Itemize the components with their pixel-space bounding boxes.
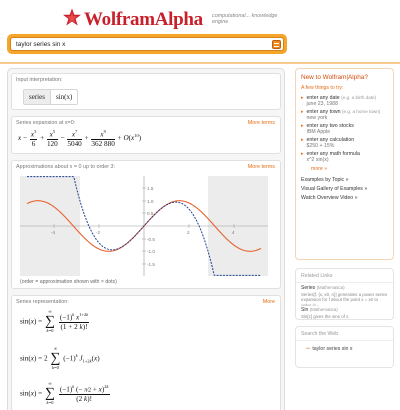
series-representation-3: sin(x) = ∞ ∑ k=0 $\frac{(-1)^k (- \pi⁄2 + x)^{2k}}{(2 k)!}$ [20, 381, 109, 405]
arrow-bullet-icon: ▸ [301, 151, 304, 157]
related-link-item[interactable]: Sin (Mathematica) Sin[z] gives the sine of z. [301, 307, 350, 319]
search-arrow-icon: ⇨ [306, 346, 311, 352]
interpretation-term: sin(x) [55, 93, 73, 101]
pod-title: Series representation: [16, 299, 69, 305]
series-representation-2: sin(x) = 2 ∞ ∑ k=0 $(-1)^k$ $J_{1+2k}(x)$ [20, 346, 100, 370]
web-search-link[interactable]: ⇨ taylor series sin x [306, 346, 353, 352]
arrow-bullet-icon: ▸ [301, 123, 304, 129]
interpretation-box [23, 89, 78, 105]
more-terms-link[interactable]: More terms [247, 164, 275, 170]
pod-title: Approximations about x = 0 up to order 3: [16, 164, 116, 170]
tip-item[interactable]: ▸ enter any math formula x^2 sin(x) [301, 151, 360, 163]
search-the-web-box [295, 326, 394, 368]
y-tick-label: -0.5 [147, 237, 155, 242]
plot-caption: (order = approximation shown with × dots) [20, 279, 117, 285]
x-tick-label: -2 [96, 230, 101, 235]
interpretation-term: series [24, 90, 51, 104]
related-links-heading: Related Links [296, 269, 393, 283]
visual-gallery-link[interactable]: Visual Gallery of Examples » [301, 186, 368, 192]
pod-title: Input interpretation: [16, 77, 63, 83]
tip-item[interactable]: ▸ enter any town (e.g. a home town) new york [301, 109, 381, 121]
series-expansion-formula: x − $\frac{x^3}{6}$ + $\frac{x^5}{120}$ − $\frac{x^7}{5040}$ + $\frac{x^9}{362 880}$ + $O(x^{10})$ [18, 129, 142, 148]
wolfram-star-icon [62, 8, 82, 28]
search-bar [7, 34, 287, 54]
examples-by-topic-link[interactable]: Examples by Topic » [301, 177, 349, 183]
tip-item[interactable]: ▸ enter any calculation $250 + 15% [301, 137, 355, 149]
more-terms-link[interactable]: More terms [247, 120, 275, 126]
related-links-box-continued [295, 306, 394, 320]
x-tick-label: 4 [232, 230, 235, 235]
x-tick-label: -4 [51, 230, 56, 235]
y-tick-label: -1.0 [147, 249, 155, 254]
y-tick-label: 1.0 [147, 199, 154, 204]
overview-video-link[interactable]: Watch Overview Video » [301, 195, 358, 201]
approximations-pod [11, 160, 281, 289]
logo-tagline: computational... knowledge engine [212, 13, 278, 26]
logo-brand-text: WolframAlpha [84, 9, 203, 30]
more-tips-link[interactable]: more » [311, 166, 328, 172]
y-tick-label: -1.5 [147, 262, 155, 267]
arrow-bullet-icon: ▸ [301, 137, 304, 143]
y-tick-label: 1.5 [147, 186, 154, 191]
pod-title: Series expansion at x=0: [16, 120, 76, 126]
new-to-wolfram-box [295, 68, 394, 260]
series-expansion-pod [11, 116, 281, 154]
tip-item[interactable]: ▸ enter any two stocks IBM Apple [301, 123, 354, 135]
y-tick-label: 0.5 [147, 211, 154, 216]
sidebar-subheading: A few things to try: [301, 85, 344, 91]
sidebar-heading: New to Wolfram|Alpha? [301, 74, 368, 81]
series-representation-pod [11, 295, 281, 410]
input-interpretation-pod [11, 73, 281, 110]
search-submit-icon[interactable] [272, 40, 281, 49]
series-representation-1: sin(x) = ∞ ∑ k=0 $\frac{(-1)^k x^{1+2k}}{(1 + 2 k)!}$ [20, 309, 89, 333]
wolfram-alpha-logo[interactable] [62, 8, 302, 30]
related-link-item[interactable]: Series (Mathematica) Series[f, {x, x0, n}] generates a power series expansion for f about the point x = x0 to [301, 285, 388, 303]
header-divider [0, 62, 400, 64]
tip-item[interactable]: ▸ enter any date (e.g. a birth date) june 23, 1988 [301, 95, 377, 107]
search-input[interactable] [10, 37, 284, 51]
search-web-heading: Search the Web [296, 327, 393, 341]
arrow-bullet-icon: ▸ [301, 109, 304, 115]
arrow-bullet-icon: ▸ [301, 95, 304, 101]
more-link[interactable]: More [262, 299, 275, 305]
x-tick-label: 2 [187, 230, 190, 235]
approximation-plot [20, 176, 268, 276]
results-panel [7, 68, 285, 410]
